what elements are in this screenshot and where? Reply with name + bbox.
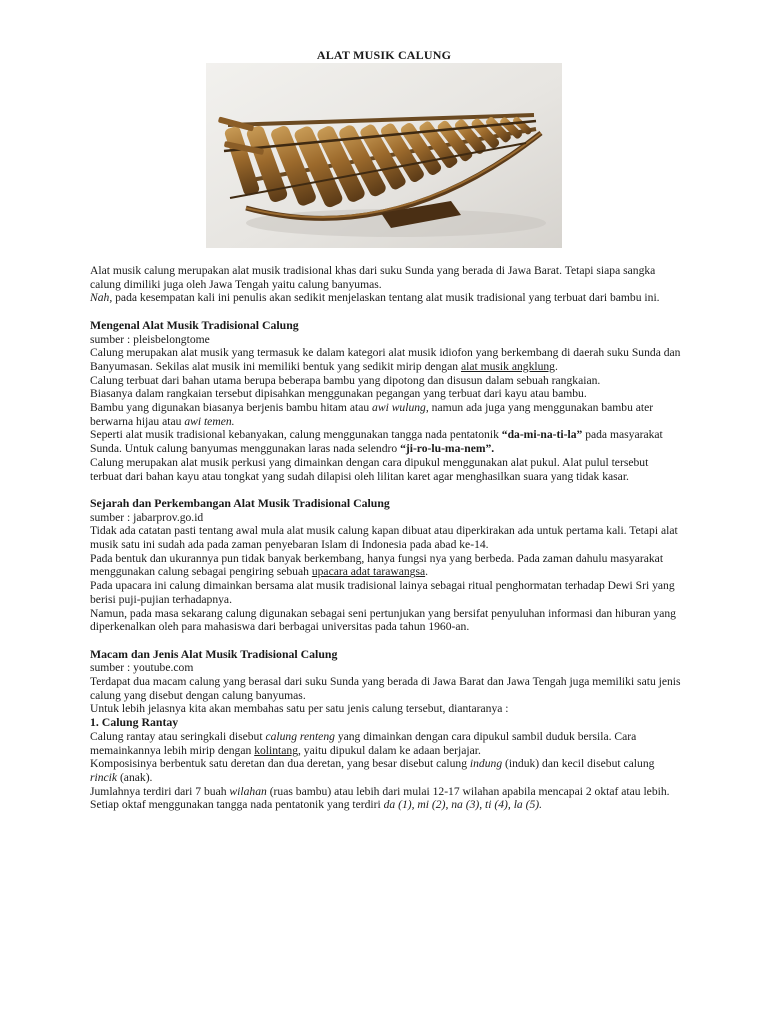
section-2-paragraph: Namun, pada masa sekarang calung digunakan sebagai seni pertunjukan yang bersifat penyuluhan informasi dan hiburan yang diperkenalkan oleh para mahasiswa dari berbagai universitas pada tahun 1960-an. bbox=[90, 606, 676, 634]
section-2-source: sumber : jabarprov.go.id bbox=[90, 510, 204, 524]
calung-illustration bbox=[206, 63, 562, 248]
section-2-heading: Sejarah dan Perkembangan Alat Musik Tradisional Calung bbox=[90, 495, 390, 510]
section-1-paragraph: Bambu yang digunakan biasanya berjenis bambu hitam atau awi wulung, namun ada juga yang menggunakan bambu ater berwarna hijau atau awi temen. bbox=[90, 401, 654, 428]
intro-line-3: pada kesempatan kali ini penulis akan sedikit menjelaskan tentang alat musik tradisional yang terbuat dari bambu ini. bbox=[112, 291, 660, 305]
calung-photo bbox=[206, 63, 562, 248]
section-3-paragraph: Jumlahnya terdiri dari 7 buah wilahan (ruas bambu) atau lebih dari mulai 12-17 wilahan apabila mencapai 2 oktaf atau lebih. Setiap oktaf menggunakan tangga nada pentatonik yang terdiri da (1), mi (2), na (3), ti (4), la (5). bbox=[90, 784, 670, 812]
section-1-paragraph: Calung terbuat dari bahan utama berupa beberapa bambu yang dipotong dan disusun dalam sebuah rangkaian. bbox=[90, 373, 601, 387]
section-3-heading: Macam dan Jenis Alat Musik Tradisional Calung bbox=[90, 646, 338, 661]
section-3-paragraph: Terdapat dua macam calung yang berasal dari suku Sunda yang berada di Jawa Barat dan Jawa Tengah juga memiliki satu jenis calung yang disebut dengan calung banyumas. bbox=[90, 675, 681, 702]
subsection-calung-rantay: 1. Calung Rantay bbox=[90, 715, 179, 730]
section-1-paragraph: Calung merupakan alat musik yang termasuk ke dalam kategori alat musik idiofon yang berkembang di daerah suku Sunda dan Banyumasan. Sekilas alat musik ini memiliki bentuk yang sedikit mirip dengan alat musik angklung. bbox=[90, 346, 681, 373]
document-body bbox=[90, 264, 682, 812]
intro-nah: Nah, bbox=[90, 291, 113, 305]
section-1-source: sumber : pleisbelongtome bbox=[90, 332, 210, 346]
section-1-paragraph: Seperti alat musik tradisional kebanyakan, calung menggunakan tangga nada pentatonik “da-mi-na-ti-la” pada masyarakat Sunda. Untuk calung banyumas menggunakan laras nada selendro “ji-ro-lu-ma-nem”. bbox=[90, 428, 663, 456]
intro-line-2: Tetapi siapa sangka calung dimiliki juga oleh Jawa Tengah yaitu calung banyumas. bbox=[90, 264, 656, 291]
section-2-paragraph: Tidak ada catatan pasti tentang awal mula alat musik calung kapan dibuat atau diperkirakan ada untuk pertama kali. Tetapi alat musik satu ini sudah ada pada zaman penyebaran Islam di Indonesia pada abad ke-14. bbox=[90, 524, 678, 552]
document-title: ALAT MUSIK CALUNG bbox=[316, 48, 452, 62]
section-3-paragraph: Calung rantay atau seringkali disebut calung renteng yang dimainkan dengan cara dipukul sambil duduk bersila. Cara memainkannya lebih mirip dengan kolintang, yaitu dipukul dalam ke adaan berjajar. bbox=[90, 729, 637, 757]
intro-line-1: Alat musik calung merupakan alat musik tradisional khas dari suku Sunda yang berada di Jawa Barat. bbox=[90, 264, 562, 277]
section-1-paragraph: Biasanya dalam rangkaian tersebut dipisahkan menggunakan pegangan yang terbuat dari kayu atau bambu. bbox=[90, 387, 587, 401]
angklung-link[interactable]: alat musik angklung bbox=[460, 359, 555, 373]
intro-paragraph bbox=[90, 264, 682, 305]
section-3-paragraph: Komposisinya berbentuk satu deretan dan dua deretan, yang besar disebut calung indung (induk) dan kecil disebut calung rincik (anak). bbox=[90, 757, 655, 784]
section-2-paragraph: Pada upacara ini calung dimainkan bersama alat musik tradisional lainya sebagai ritual penghormatan terhadap Dewi Sri yang berisi puji-pujian terhadapnya. bbox=[90, 579, 675, 606]
section-3-source: sumber : youtube.com bbox=[90, 661, 194, 675]
section-2-paragraph: Pada bentuk dan ukurannya pun tidak banyak berkembang, hanya fungsi nya yang berbeda. Pada zaman dahulu masyarakat menggunakan calung sebagai pengiring sebuah upacara adat tarawangsa. bbox=[90, 551, 664, 579]
tarawangsa-link[interactable]: upacara adat tarawangsa bbox=[311, 565, 426, 579]
kolintang-link[interactable]: kolintang bbox=[254, 743, 298, 757]
section-1-paragraph: Calung merupakan alat musik perkusi yang dimainkan dengan cara dipukul menggunakan alat pukul. Alat pulul tersebut terbuat dari bahan kayu atau tongkat yang sudah dilapisi oleh lilitan karet agar menghasilkan suara yang tidak kasar. bbox=[90, 455, 649, 483]
section-3-paragraph: Untuk lebih jelasnya kita akan membahas satu per satu jenis calung tersebut, diantaranya : bbox=[90, 702, 509, 716]
section-1-heading: Mengenal Alat Musik Tradisional Calung bbox=[90, 317, 299, 332]
